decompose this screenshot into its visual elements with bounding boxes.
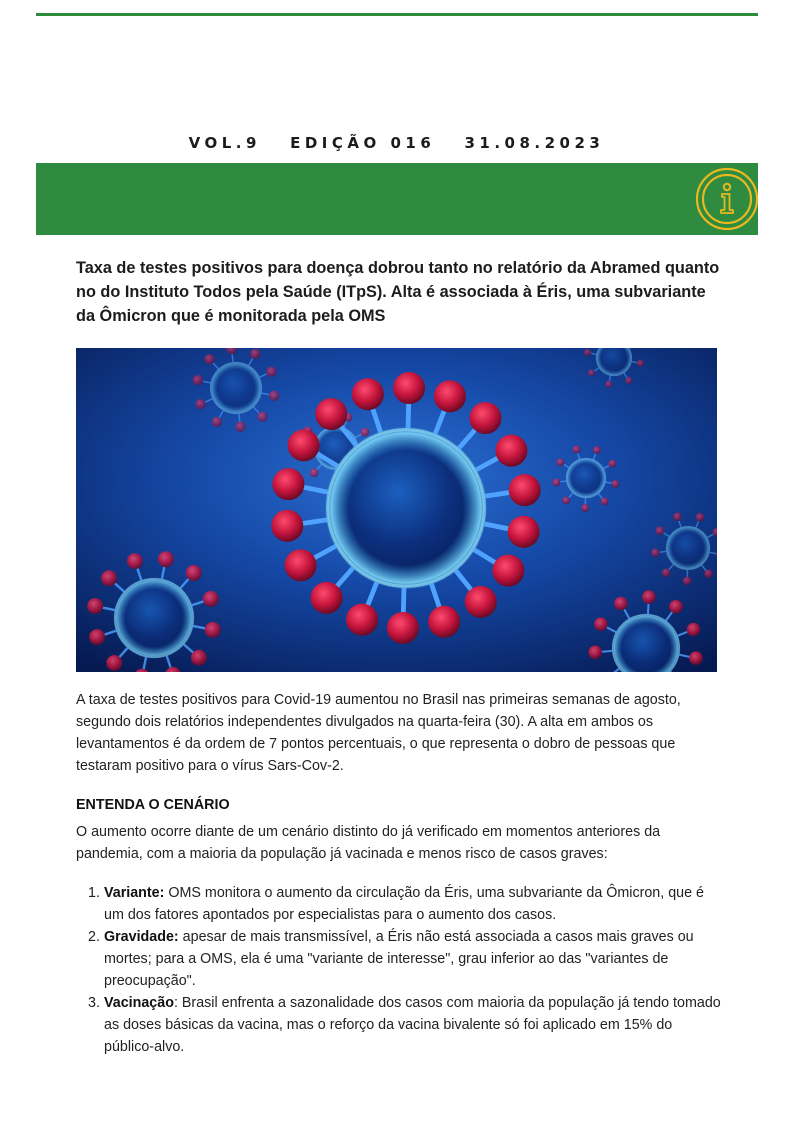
- issue-date: 31.08.2023: [464, 134, 605, 152]
- list-number: 3.: [88, 995, 100, 1011]
- reasons-list: [90, 882, 724, 1058]
- section-intro: O aumento ocorre diante de um cenário distinto do já verificado em momentos anteriores da pandemia, com a maioria da população já vacinada e menos risco de casos graves:: [76, 824, 661, 862]
- issue-edition: EDIÇÃO 016: [290, 134, 436, 152]
- section-heading: ENTENDA O CENÁRIO: [76, 797, 230, 813]
- hero-image-coronavirus: [76, 348, 717, 672]
- list-text: apesar de mais transmissível, a Éris não está associada a casos mais graves ou mortes; para a OMS, ela é uma "variante de interesse", grau inferior ao das "variantes de preocupação".: [104, 929, 694, 989]
- top-rule: [36, 13, 758, 16]
- list-number: 2.: [88, 929, 100, 945]
- list-item: [90, 992, 724, 1058]
- issue-volume: VOL.9: [188, 134, 261, 152]
- list-term: Variante:: [104, 885, 165, 901]
- list-term: Gravidade:: [104, 929, 179, 945]
- issue-line: [0, 134, 793, 152]
- green-header-band: [36, 163, 758, 235]
- list-number: 1.: [88, 885, 100, 901]
- intro-paragraph: A taxa de testes positivos para Covid-19 aumentou no Brasil nas primeiras semanas de agosto, segundo dois relatórios independentes divulgados na quarta-feira (30). A alta em ambos os levantamentos é da ordem de 7 pontos percentuais, o que representa o dobro de pessoas que testaram positivo para o vírus Sars-Cov-2.: [76, 692, 681, 774]
- list-text: : Brasil enfrenta a sazonalidade dos casos com maioria da população já tendo tomado as doses básicas da vacina, mas o reforço da vacina bivalente só foi aplicado em 15% do público-alvo.: [104, 995, 721, 1055]
- headline: Taxa de testes positivos para doença dobrou tanto no relatório da Abramed quanto no do Instituto Todos pela Saúde (ITpS). Alta é associada à Éris, uma subvariante da Ômicron que é monitorada pela OMS: [76, 259, 720, 325]
- list-text: OMS monitora o aumento da circulação da Éris, uma subvariante da Ômicron, que é um dos fatores apontados por especialistas para o aumento dos casos.: [104, 885, 704, 923]
- list-term: Vacinação: [104, 995, 174, 1011]
- list-item: [90, 882, 724, 926]
- info-circle-icon: [690, 166, 764, 232]
- list-item: [90, 926, 724, 992]
